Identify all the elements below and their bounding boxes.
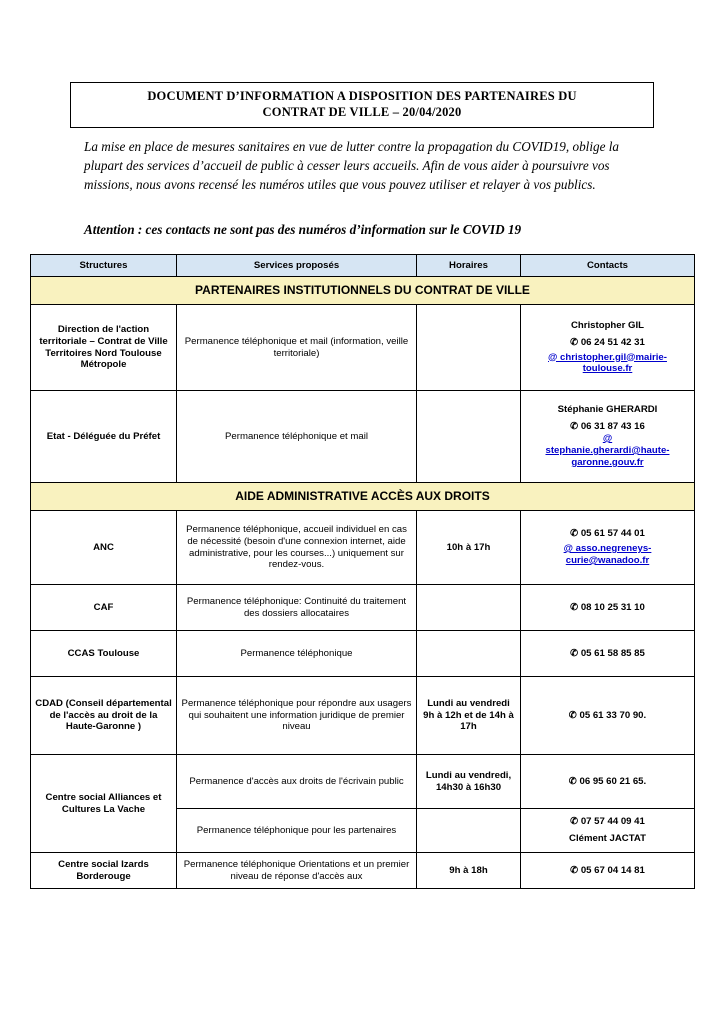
row-service: Permanence téléphonique et mail bbox=[177, 391, 417, 483]
row-service: Permanence téléphonique Orientations et un premier niveau de réponse d'accès aux bbox=[177, 853, 417, 889]
table-row bbox=[31, 511, 695, 585]
document-title-box bbox=[70, 82, 654, 128]
table-header bbox=[31, 255, 695, 277]
attention-note: Attention : ces contacts ne sont pas des numéros d’information sur le COVID 19 bbox=[84, 222, 522, 237]
row-structure: Centre social Izards Borderouge bbox=[31, 853, 177, 889]
row-contact bbox=[521, 853, 695, 889]
row-horaire: Lundi au vendredi, 14h30 à 16h30 bbox=[417, 755, 521, 809]
row-horaire bbox=[417, 391, 521, 483]
row-structure: Etat - Déléguée du Préfet bbox=[31, 391, 177, 483]
row-horaire: 10h à 17h bbox=[417, 511, 521, 585]
row-horaire bbox=[417, 585, 521, 631]
column-header-horaires: Horaires bbox=[417, 255, 521, 277]
contact-email-link[interactable]: stephanie.gherardi@haute-garonne.gouv.fr bbox=[545, 444, 670, 468]
table-row bbox=[31, 677, 695, 755]
row-structure: ANC bbox=[31, 511, 177, 585]
page-title-line-1: DOCUMENT D’INFORMATION A DISPOSITION DES PARTENAIRES DU bbox=[147, 89, 577, 103]
row-contact bbox=[521, 585, 695, 631]
contact-name: Stéphanie GHERARDI bbox=[557, 404, 658, 416]
at-symbol: @ bbox=[602, 433, 613, 444]
column-header-services: Services proposés bbox=[177, 255, 417, 277]
row-service: Permanence téléphonique: Continuité du traitement des dossiers allocataires bbox=[177, 585, 417, 631]
contact-phone: ✆ 06 31 87 43 16 bbox=[570, 421, 645, 433]
section-row-administrative bbox=[31, 483, 695, 511]
table-header-row bbox=[31, 255, 695, 277]
row-service: Permanence téléphonique et mail (information, veille territoriale) bbox=[177, 305, 417, 391]
table-row bbox=[31, 305, 695, 391]
column-header-structures: Structures bbox=[31, 255, 177, 277]
row-structure: Centre social Alliances et Cultures La Vache bbox=[31, 755, 177, 853]
row-service: Permanence téléphonique, accueil individuel en cas de nécessité (besoin d'une connexion internet, aide administrative, pour les courses...) uniquement sur rendez-vous. bbox=[177, 511, 417, 585]
table-row bbox=[31, 755, 695, 809]
section-title-administrative: AIDE ADMINISTRATIVE ACCÈS AUX DROITS bbox=[31, 483, 695, 511]
section-title-institutionnels: PARTENAIRES INSTITUTIONNELS DU CONTRAT DE VILLE bbox=[31, 277, 695, 305]
table-row bbox=[31, 585, 695, 631]
table-row bbox=[31, 853, 695, 889]
row-horaire: 9h à 18h bbox=[417, 853, 521, 889]
table-row bbox=[31, 631, 695, 677]
row-horaire bbox=[417, 631, 521, 677]
table-row bbox=[31, 391, 695, 483]
section-row-institutionnels bbox=[31, 277, 695, 305]
contact-phone: ✆ 05 67 04 14 81 bbox=[570, 864, 645, 876]
contact-phone: ✆ 05 61 33 70 90. bbox=[568, 709, 647, 721]
contact-phone: ✆ 05 61 58 85 85 bbox=[570, 647, 645, 659]
row-service: Permanence d'accès aux droits de l'écrivain public bbox=[177, 755, 417, 809]
row-contact bbox=[521, 809, 695, 853]
contact-phone: ✆ 06 95 60 21 65. bbox=[568, 775, 647, 787]
contact-name: Christopher GIL bbox=[570, 319, 645, 331]
column-header-contacts: Contacts bbox=[521, 255, 695, 277]
contact-phone: ✆ 06 24 51 42 31 bbox=[570, 336, 645, 348]
row-structure: CCAS Toulouse bbox=[31, 631, 177, 677]
page-title-line-2: CONTRAT DE VILLE – 20/04/2020 bbox=[262, 104, 462, 119]
row-contact bbox=[521, 677, 695, 755]
table-body bbox=[31, 277, 695, 889]
contact-phone: ✆ 05 61 57 44 01 bbox=[570, 528, 645, 540]
intro-paragraph: La mise en place de mesures sanitaires en vue de lutter contre la propagation du COVID19, oblige la plupart des services d’accueil de public à cesser leurs accueils. Afin de vous aider à poursuivre vos missions, nous avons recensé les numéros utiles que vous pouvez utiliser et relayer à vos publics. bbox=[84, 139, 619, 193]
row-structure: CDAD (Conseil départemental de l'accès au droit de la Haute-Garonne ) bbox=[31, 677, 177, 755]
contact-email-link[interactable]: @ christopher.gil@mairie-toulouse.fr bbox=[548, 351, 667, 375]
row-horaire bbox=[417, 809, 521, 853]
row-contact bbox=[521, 305, 695, 391]
row-structure: CAF bbox=[31, 585, 177, 631]
contacts-table bbox=[30, 254, 695, 889]
contact-email-link[interactable]: @ asso.negreneys-curie@wanadoo.fr bbox=[563, 543, 652, 566]
row-service: Permanence téléphonique pour les partenaires bbox=[177, 809, 417, 853]
row-contact bbox=[521, 631, 695, 677]
row-structure: Direction de l'action territoriale – Contrat de Ville Territoires Nord Toulouse Métropole bbox=[31, 305, 177, 391]
contact-name: Clément JACTAT bbox=[569, 833, 646, 844]
row-service: Permanence téléphonique pour répondre aux usagers qui souhaitent une information juridique de premier niveau bbox=[177, 677, 417, 755]
row-service: Permanence téléphonique bbox=[177, 631, 417, 677]
row-contact bbox=[521, 391, 695, 483]
contact-phone: ✆ 07 57 44 09 41 bbox=[570, 816, 645, 828]
contact-phone: ✆ 08 10 25 31 10 bbox=[570, 601, 645, 613]
row-contact bbox=[521, 755, 695, 809]
row-contact bbox=[521, 511, 695, 585]
row-horaire: Lundi au vendredi 9h à 12h et de 14h à 17h bbox=[417, 677, 521, 755]
row-horaire bbox=[417, 305, 521, 391]
